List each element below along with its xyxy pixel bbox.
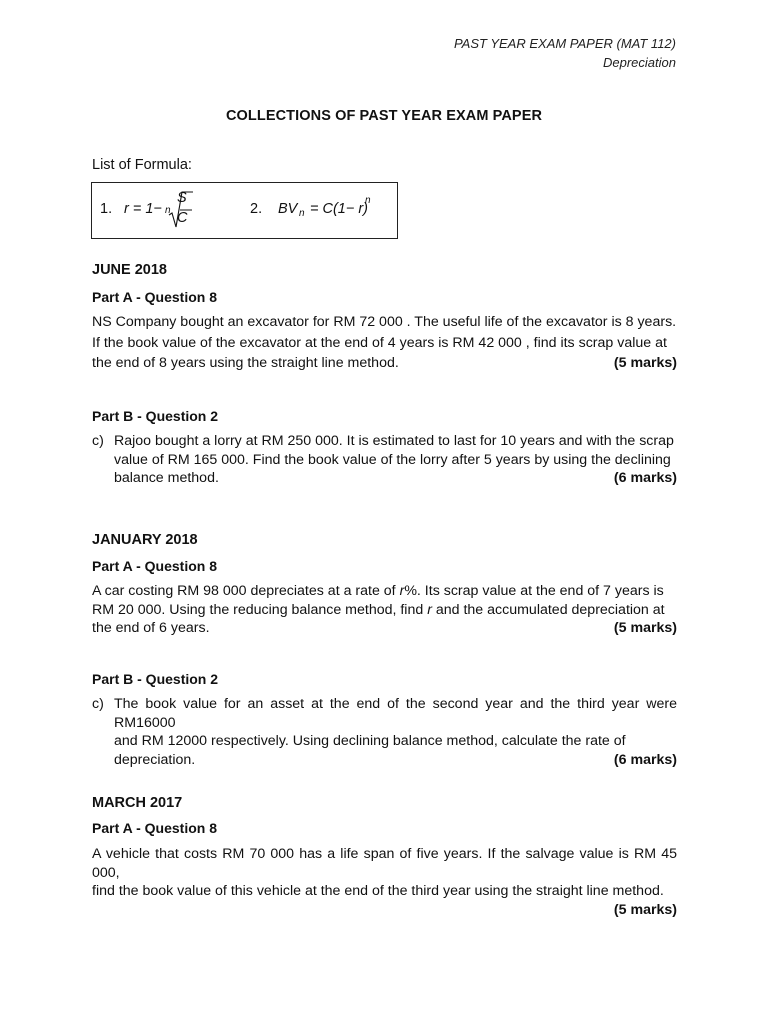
question-item-label: c) xyxy=(92,696,104,712)
formula-1-denominator: C xyxy=(177,210,188,226)
formula-1-number: 1. xyxy=(100,201,113,217)
marks-label: (6 marks) xyxy=(613,751,677,768)
formula-2-subscript: n xyxy=(299,208,305,219)
formula-2-rhs: = C(1− r) xyxy=(310,201,369,217)
marks-label: (5 marks) xyxy=(613,355,677,371)
january-2018-part-b-heading: Part B - Question 2 xyxy=(92,671,219,687)
header-topic: Depreciation xyxy=(603,55,676,70)
variable-r: r xyxy=(399,583,405,599)
formula-1-lhs: r = 1− xyxy=(124,201,162,217)
june-2018-part-b-question xyxy=(92,432,677,488)
june-2018-part-b-heading: Part B - Question 2 xyxy=(92,408,219,424)
june-2018-part-a-heading: Part A - Question 8 xyxy=(92,289,217,305)
question-line: RM 20 000. Using the reducing balance method, find r and the accumulated depreciation at xyxy=(92,601,665,618)
question-line: value of RM 165 000. Find the book value of the lorry after 5 years by using the declining xyxy=(114,451,671,468)
section-heading-january-2018: JANUARY 2018 xyxy=(92,532,198,548)
marks-label: (5 marks) xyxy=(613,901,677,918)
question-line: depreciation. xyxy=(114,751,196,768)
question-line: Rajoo bought a lorry at RM 250 000. It is estimated to last for 10 years and with the scrap xyxy=(114,433,674,449)
january-2018-part-a-question xyxy=(92,582,677,638)
formula-1-root-index: n xyxy=(165,205,171,216)
question-line: balance method. xyxy=(114,470,219,486)
marks-label: (6 marks) xyxy=(613,470,677,486)
question-line: NS Company bought an excavator for RM 72 000 . The useful life of the excavator is 8 years. xyxy=(92,314,677,330)
formula-2-bv: BV xyxy=(278,201,298,217)
section-heading-june-2018: JUNE 2018 xyxy=(92,262,167,278)
marks-label: (5 marks) xyxy=(613,620,677,636)
page-header xyxy=(454,34,676,72)
question-line: find the book value of this vehicle at the end of the third year using the straight line method. xyxy=(92,883,664,899)
question-line: A car costing RM 98 000 depreciates at a rate of r%. Its scrap value at the end of 7 years is xyxy=(92,583,664,599)
question-line: If the book value of the excavator at the end of 4 years is RM 42 000 , find its scrap value at xyxy=(92,334,667,351)
march-2017-part-a-heading: Part A - Question 8 xyxy=(92,820,217,836)
formula-label: List of Formula: xyxy=(92,157,192,173)
question-item-label: c) xyxy=(92,433,104,449)
question-line: the end of 6 years. xyxy=(92,620,210,636)
question-line: and RM 12000 respectively. Using declining balance method, calculate the rate of xyxy=(114,733,626,749)
march-2017-part-a-question xyxy=(92,845,677,919)
variable-r: r xyxy=(427,601,432,618)
question-line: the end of 8 years using the straight line method. xyxy=(92,355,399,371)
page-title: COLLECTIONS OF PAST YEAR EXAM PAPER xyxy=(225,108,543,124)
june-2018-part-a-question xyxy=(92,312,677,374)
formula-1-numerator: S xyxy=(177,190,187,206)
formula-box xyxy=(91,182,398,239)
question-line: The book value for an asset at the end of the second year and the third year were RM16000 xyxy=(114,696,677,731)
january-2018-part-b-question xyxy=(92,695,677,769)
formula-2-number: 2. xyxy=(250,201,263,217)
header-course: PAST YEAR EXAM PAPER (MAT 112) xyxy=(453,36,676,51)
section-heading-march-2017: MARCH 2017 xyxy=(92,795,183,811)
question-line: A vehicle that costs RM 70 000 has a life span of five years. If the salvage value is RM 45 000, xyxy=(92,846,677,881)
january-2018-part-a-heading: Part A - Question 8 xyxy=(92,558,217,574)
formula-2-superscript: n xyxy=(365,195,371,206)
